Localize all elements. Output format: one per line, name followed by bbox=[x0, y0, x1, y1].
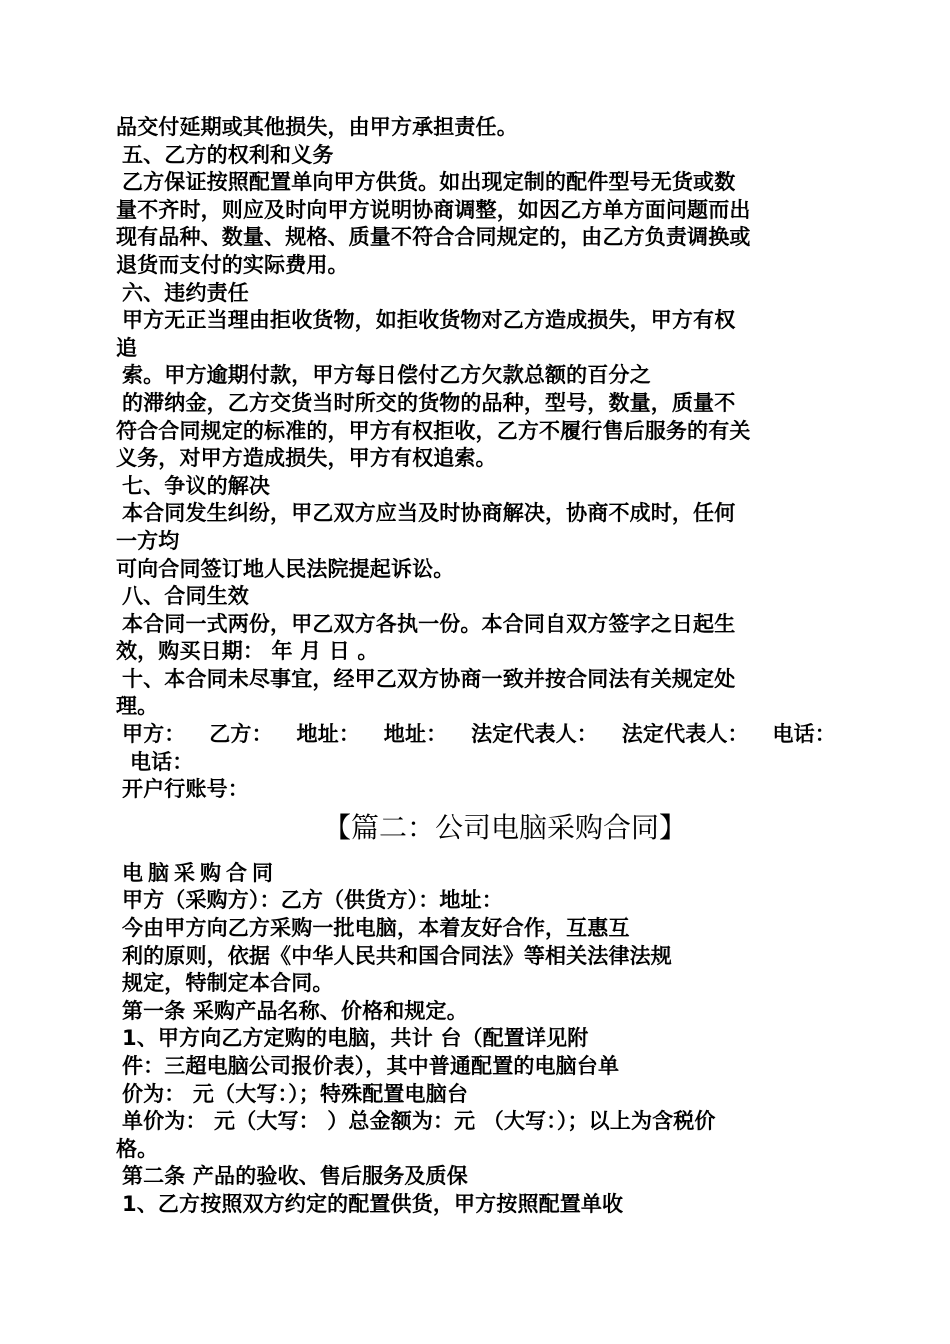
paragraph-line: 单价为： 元（大写： ）总金额为：元 （大写：）；以上为含税价 bbox=[122, 1109, 716, 1134]
paragraph-line: 追 bbox=[116, 335, 138, 360]
signature-field-label: 乙方： bbox=[209, 722, 273, 747]
paragraph-line: 品交付延期或其他损失，由甲方承担责任。 bbox=[116, 115, 518, 139]
document-body bbox=[116, 114, 836, 1219]
paragraph-line: 现有品种、数量、规格、质量不符合合同规定的，由乙方负责调换或 bbox=[116, 225, 751, 250]
paragraph-line: 乙方保证按照配置单向甲方供货。如出现定制的配件型号无货或数 bbox=[122, 170, 736, 195]
article-title: 第二条 产品的验收、售后服务及质保 bbox=[122, 1164, 468, 1189]
signature-field-label: 地址： bbox=[383, 722, 448, 747]
paragraph-line: 甲方（采购方）：乙方（供货方）：地址： bbox=[122, 888, 503, 913]
paragraph-line: 索。甲方逾期付款，甲方每日偿付乙方欠款总额的百分之 bbox=[122, 363, 651, 388]
signature-field-label: 电话： bbox=[130, 749, 194, 774]
paragraph-line: 规定，特制定本合同。 bbox=[122, 971, 334, 996]
paragraph-line: 1、乙方按照双方约定的配置供货，甲方按照配置单收 bbox=[122, 1191, 624, 1216]
section-heading: 六、违约责任 bbox=[122, 280, 249, 305]
signature-field-label: 甲方： bbox=[122, 722, 186, 747]
section-heading: 八、合同生效 bbox=[122, 584, 249, 609]
section-heading: 五、乙方的权利和义务 bbox=[122, 142, 334, 167]
paragraph-line: 退货而支付的实际费用。 bbox=[116, 252, 349, 277]
contract-title: 电脑采购合同 bbox=[122, 860, 278, 885]
paragraph-line: 一方均 bbox=[116, 528, 180, 553]
paragraph-line: 1、甲方向乙方定购的电脑，共计 台（配置详见附 bbox=[122, 1026, 589, 1051]
signature-field-label: 地址： bbox=[296, 722, 360, 747]
signature-field-label: 电话： bbox=[772, 722, 836, 747]
paragraph-line: 量不齐时，则应及时向甲方说明协商调整，如因乙方单方面问题而出 bbox=[116, 197, 751, 222]
signature-field-label: 开户行账号： bbox=[122, 777, 249, 802]
paragraph-line: 本合同一式两份，甲乙双方各执一份。本合同自双方签字之日起生 bbox=[122, 611, 736, 636]
signature-field-label: 法定代表人： bbox=[471, 722, 598, 747]
paragraph-line: 利的原则，依据《中华人民共和国合同法》等相关法律法规 bbox=[122, 943, 672, 968]
paragraph-line: 理。 bbox=[116, 694, 159, 719]
paragraph-line: 今由甲方向乙方采购一批电脑，本着友好合作，互惠互 bbox=[122, 916, 630, 941]
paragraph-line: 十、本合同未尽事宜，经甲乙双方协商一致并按合同法有关规定处 bbox=[122, 666, 736, 691]
paragraph-line: 符合合同规定的标准的，甲方有权拒收，乙方不履行售后服务的有关 bbox=[116, 418, 751, 443]
paragraph-line: 义务，对甲方造成损失，甲方有权追索。 bbox=[116, 446, 497, 471]
signature-field-label: 法定代表人： bbox=[621, 722, 749, 747]
paragraph-line: 格。 bbox=[116, 1136, 159, 1161]
paragraph-line: 本合同发生纠纷，甲乙双方应当及时协商解决，协商不成时，任何 bbox=[122, 501, 736, 526]
paragraph-line: 价为： 元（大写：）；特殊配置电脑台 bbox=[122, 1081, 469, 1106]
article-heading: 【篇二：公司电脑采购合同】 bbox=[322, 810, 687, 844]
paragraph-line: 效，购买日期： 年 月 日 。 bbox=[116, 639, 379, 664]
section-heading: 七、争议的解决 bbox=[122, 473, 271, 498]
signature-fields-row bbox=[116, 721, 836, 749]
paragraph-line: 甲方无正当理由拒收货物，如拒收货物对乙方造成损失，甲方有权 bbox=[122, 308, 736, 333]
article-title: 第一条 采购产品名称、价格和规定。 bbox=[122, 998, 468, 1023]
paragraph-line: 的滞纳金，乙方交货当时所交的货物的品种，型号，数量，质量不 bbox=[122, 390, 736, 415]
paragraph-line: 件：三超电脑公司报价表），其中普通配置的电脑台单 bbox=[122, 1054, 620, 1078]
paragraph-line: 可向合同签订地人民法院提起诉讼。 bbox=[116, 556, 455, 581]
